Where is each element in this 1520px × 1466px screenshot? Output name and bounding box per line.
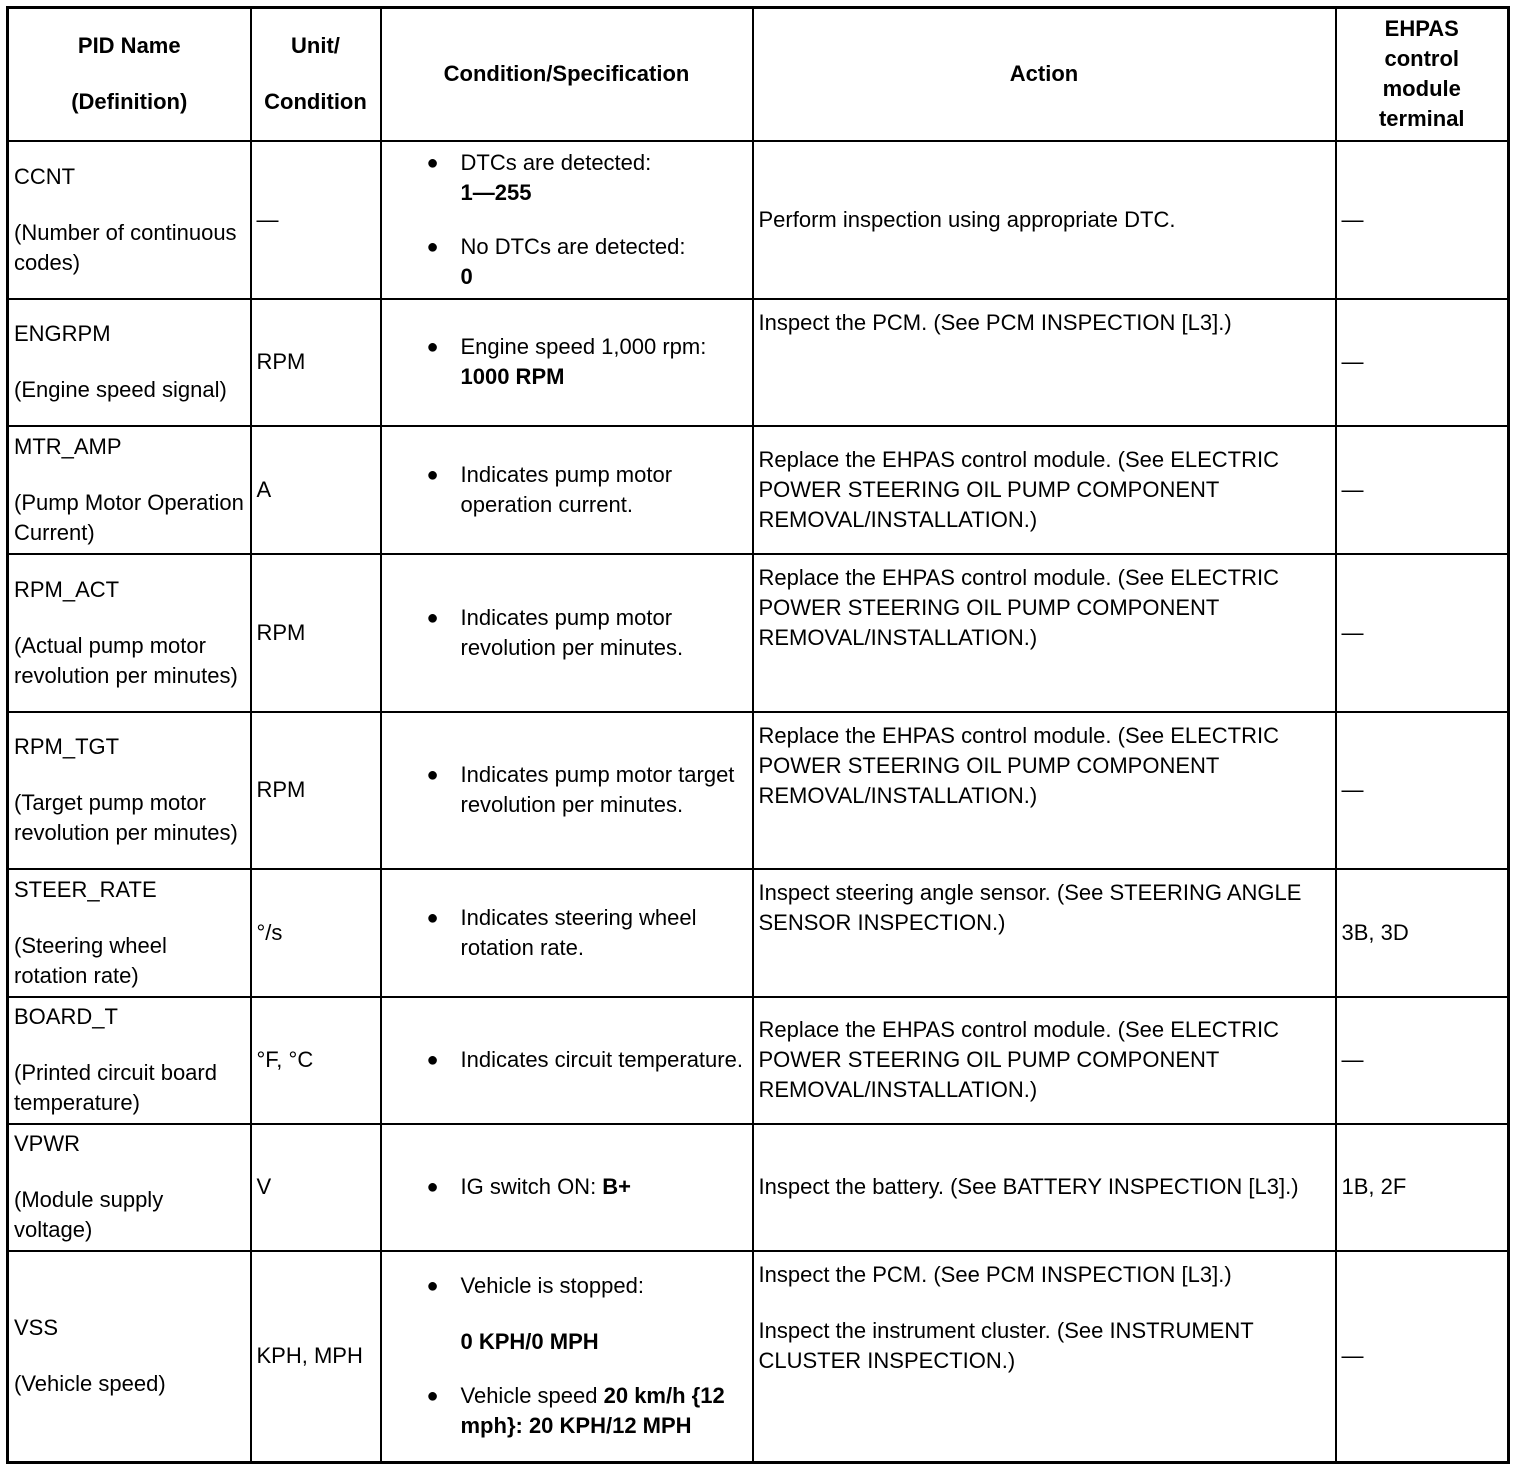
pid-name: CCNT xyxy=(14,163,76,189)
action-cell: Replace the EHPAS control module. (See ELECTRIC POWER STEERING OIL PUMP COMPONENT REMOVAL/INSTALLATION.) xyxy=(753,554,1336,712)
header-action: Action xyxy=(753,8,1336,141)
condition-item: ● Indicates pump motor target revolution per minutes. xyxy=(461,760,747,820)
header-condition: Condition/Specification xyxy=(381,8,753,141)
pid-name-cell xyxy=(8,869,251,997)
condition-cell xyxy=(381,141,753,299)
pid-name-cell xyxy=(8,1124,251,1251)
condition-cell xyxy=(381,299,753,426)
unit-cell: RPM xyxy=(251,299,381,426)
condition-cell xyxy=(381,554,753,712)
action-cell: Perform inspection using appropriate DTC. xyxy=(753,141,1336,299)
table-row xyxy=(8,299,1509,426)
pid-name-cell xyxy=(8,712,251,869)
pid-name-cell xyxy=(8,299,251,426)
terminal-cell: — xyxy=(1336,426,1509,554)
pid-name: MTR_AMP xyxy=(14,433,122,459)
unit-cell: RPM xyxy=(251,554,381,712)
unit-cell: °F, °C xyxy=(251,997,381,1124)
pid-definition: (Pump Motor Operation Current) xyxy=(14,489,244,545)
pid-definition: (Steering wheel rotation rate) xyxy=(14,932,167,988)
terminal-cell: — xyxy=(1336,712,1509,869)
header-terminal: EHPAS control module terminal xyxy=(1336,8,1509,141)
header-pid-name: PID Name (Definition) xyxy=(8,8,251,141)
unit-cell: A xyxy=(251,426,381,554)
terminal-cell: — xyxy=(1336,997,1509,1124)
action-cell: Inspect the battery. (See BATTERY INSPECTION [L3].) xyxy=(753,1124,1336,1251)
table-row xyxy=(8,869,1509,997)
pid-table xyxy=(6,6,1510,1464)
terminal-cell: 3B, 3D xyxy=(1336,869,1509,997)
table-row xyxy=(8,426,1509,554)
table-row xyxy=(8,1124,1509,1251)
condition-cell xyxy=(381,712,753,869)
condition-item: ● DTCs are detected: 1—255 xyxy=(461,148,747,208)
pid-name: RPM_ACT xyxy=(14,576,120,602)
pid-definition: (Module supply voltage) xyxy=(14,1187,164,1242)
table-row xyxy=(8,997,1509,1124)
pid-name: BOARD_T xyxy=(14,1004,118,1029)
pid-definition: (Printed circuit board temperature) xyxy=(14,1060,217,1115)
pid-name: VSS xyxy=(14,1315,59,1341)
action-text: Inspect the instrument cluster. (See INSTRUMENT CLUSTER INSPECTION.) xyxy=(758,1317,1254,1373)
action-cell: Replace the EHPAS control module. (See ELECTRIC POWER STEERING OIL PUMP COMPONENT REMOVAL/INSTALLATION.) xyxy=(753,426,1336,554)
condition-cell xyxy=(381,1124,753,1251)
terminal-cell: — xyxy=(1336,299,1509,426)
condition-item: ● Indicates circuit temperature. xyxy=(461,1045,747,1075)
condition-item: ● Indicates steering wheel rotation rate. xyxy=(461,903,747,963)
pid-definition: (Target pump motor revolution per minutes) xyxy=(14,790,238,845)
action-cell: Inspect the PCM. (See PCM INSPECTION [L3].) xyxy=(753,299,1336,426)
pid-definition: (Actual pump motor revolution per minutes) xyxy=(14,632,238,688)
condition-cell xyxy=(381,1251,753,1463)
action-cell: Inspect steering angle sensor. (See STEERING ANGLE SENSOR INSPECTION.) xyxy=(753,869,1336,997)
terminal-cell: — xyxy=(1336,141,1509,299)
table-row xyxy=(8,554,1509,712)
unit-cell: KPH, MPH xyxy=(251,1251,381,1463)
condition-item: ● Indicates pump motor revolution per minutes. xyxy=(461,603,747,663)
unit-cell: RPM xyxy=(251,712,381,869)
action-cell xyxy=(753,1251,1336,1463)
header-row xyxy=(8,8,1509,141)
table-row xyxy=(8,141,1509,299)
condition-item: ● Engine speed 1,000 rpm: 1000 RPM xyxy=(461,332,747,392)
condition-cell xyxy=(381,869,753,997)
header-unit: Unit/ Condition xyxy=(251,8,381,141)
terminal-cell: — xyxy=(1336,554,1509,712)
action-cell: Replace the EHPAS control module. (See ELECTRIC POWER STEERING OIL PUMP COMPONENT REMOVAL/INSTALLATION.) xyxy=(753,997,1336,1124)
unit-cell: °/s xyxy=(251,869,381,997)
action-cell: Replace the EHPAS control module. (See ELECTRIC POWER STEERING OIL PUMP COMPONENT REMOVAL/INSTALLATION.) xyxy=(753,712,1336,869)
pid-name-cell xyxy=(8,997,251,1124)
pid-definition: (Vehicle speed) xyxy=(14,1371,166,1397)
pid-name: RPM_TGT xyxy=(14,734,120,759)
pid-name-cell xyxy=(8,426,251,554)
terminal-cell: — xyxy=(1336,1251,1509,1463)
unit-cell: — xyxy=(251,141,381,299)
unit-cell: V xyxy=(251,1124,381,1251)
pid-name-cell xyxy=(8,1251,251,1463)
action-text: Inspect the PCM. (See PCM INSPECTION [L3].) xyxy=(758,1261,1232,1287)
pid-definition: (Engine speed signal) xyxy=(14,377,227,402)
pid-name: ENGRPM xyxy=(14,321,111,346)
pid-name: VPWR xyxy=(14,1131,80,1156)
pid-name: STEER_RATE xyxy=(14,876,157,902)
condition-item: ● Vehicle speed 20 km/h {12 mph}: 20 KPH/12 MPH xyxy=(461,1381,747,1441)
condition-item: ● Indicates pump motor operation current. xyxy=(461,460,747,520)
terminal-cell: 1B, 2F xyxy=(1336,1124,1509,1251)
table-row xyxy=(8,712,1509,869)
condition-item: ● No DTCs are detected: 0 xyxy=(461,232,747,292)
pid-name-cell xyxy=(8,141,251,299)
pid-definition: (Number of continuous codes) xyxy=(14,219,237,275)
pid-name-cell xyxy=(8,554,251,712)
condition-item: ● IG switch ON: B+ xyxy=(461,1172,747,1202)
table-row xyxy=(8,1251,1509,1463)
condition-item: ● Vehicle is stopped: 0 KPH/0 MPH xyxy=(461,1271,747,1357)
condition-cell xyxy=(381,997,753,1124)
condition-cell xyxy=(381,426,753,554)
